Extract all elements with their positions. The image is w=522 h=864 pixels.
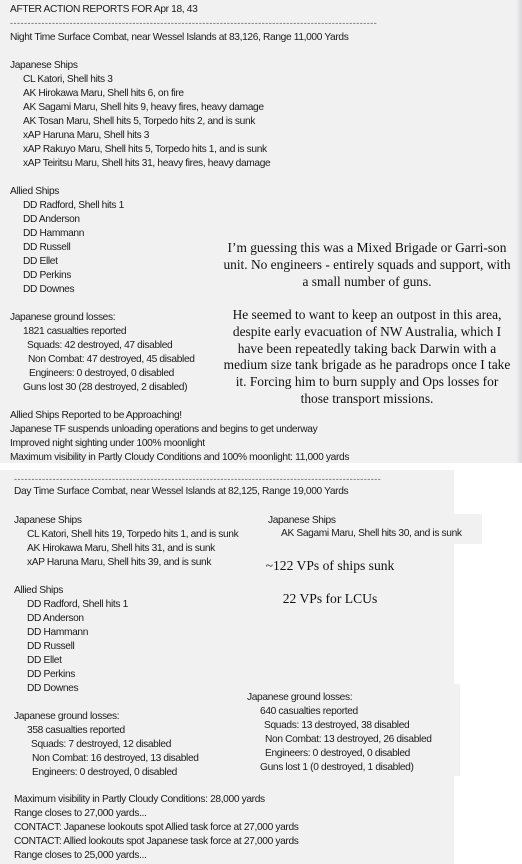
japanese-ship-line: xAP Haruna Maru, Shell hits 3 (23, 130, 150, 141)
combat-title: Day Time Surface Combat, near Wessel Islands at 82,125, Range 19,000 Yards (14, 486, 349, 497)
ground-loss-line-extra: Engineers: 0 destroyed, 0 disabled (265, 748, 410, 759)
japanese-ship-line: CL Katori, Shell hits 19, Torpedo hits 1, and is sunk (27, 529, 239, 540)
ground-loss-line: Non Combat: 47 destroyed, 45 disabled (28, 354, 195, 365)
allied-ship-line: DD Russell (23, 242, 71, 253)
separator-line: --------------------------------------------------------------------------------------------------------- (14, 474, 382, 484)
footer-line: Japanese TF suspends unloading operations and begins to get underway (10, 424, 318, 435)
footer-line: Maximum visibility in Partly Cloudy Conditions and 100% moonlight: 11,000 yards (10, 452, 350, 463)
allied-ship-line: DD Ellet (23, 256, 58, 267)
ground-loss-line: Squads: 7 destroyed, 12 disabled (31, 739, 172, 750)
ground-loss-line-extra: Non Combat: 13 destroyed, 26 disabled (265, 734, 432, 745)
ground-loss-line: 358 casualties reported (27, 725, 125, 736)
cropped-patch (454, 684, 460, 776)
allied-ship-line: DD Hammann (23, 228, 85, 239)
allied-ship-line: DD Radford, Shell hits 1 (23, 200, 124, 211)
japanese-ship-line: AK Hirokawa Maru, Shell hits 31, and is sunk (27, 543, 215, 554)
footer-line: Range closes to 27,000 yards... (14, 808, 147, 819)
ground-loss-line-extra: Guns lost 1 (0 destroyed, 1 disabled) (260, 762, 414, 773)
allied-ship-line: DD Radford, Shell hits 1 (27, 599, 128, 610)
page-edge-shadow (516, 0, 522, 463)
japanese-ship-line: AK Sagami Maru, Shell hits 9, heavy fires, heavy damage (23, 102, 264, 113)
japanese-ship-line: CL Katori, Shell hits 3 (23, 74, 113, 85)
combat-title: Night Time Surface Combat, near Wessel Islands at 83,126, Range 11,000 Yards (10, 32, 349, 43)
ground-loss-line: Squads: 42 destroyed, 47 disabled (27, 340, 173, 351)
footer-line: Allied Ships Reported to be Approaching! (10, 410, 182, 421)
allied-ship-line: DD Perkins (27, 669, 76, 680)
japanese-ships-heading-extra: Japanese Ships (268, 515, 336, 526)
ground-losses-heading-extra: Japanese ground losses: (247, 692, 353, 703)
japanese-ship-line: xAP Rakuyo Maru, Shell hits 5, Torpedo hits 1, and is sunk (23, 144, 267, 155)
allied-ship-line: DD Downes (23, 284, 75, 295)
footer-line: CONTACT: Japanese lookouts spot Allied task force at 27,000 yards (14, 822, 299, 833)
allied-ship-line: DD Anderson (27, 613, 84, 624)
ground-losses-heading: Japanese ground losses: (10, 312, 116, 323)
japanese-ships-heading: Japanese Ships (10, 60, 78, 71)
allied-ship-line: DD Russell (27, 641, 75, 652)
japanese-ships-heading: Japanese Ships (14, 515, 82, 526)
vp-lcus: 22 VPs for LCUs (282, 591, 378, 606)
japanese-ship-line: AK Hirokawa Maru, Shell hits 6, on fire (23, 88, 184, 99)
footer-line: Maximum visibility in Partly Cloudy Conditions: 28,000 yards (14, 794, 265, 805)
ground-loss-line: Guns lost 30 (28 destroyed, 2 disabled) (23, 382, 188, 393)
report-header: AFTER ACTION REPORTS FOR Apr 18, 43 (10, 4, 198, 15)
japanese-ship-line: xAP Teiritsu Maru, Shell hits 31, heavy fires, heavy damage (23, 158, 271, 169)
ground-loss-line: Engineers: 0 destroyed, 0 disabled (29, 368, 174, 379)
allied-ship-line: DD Anderson (23, 214, 80, 225)
allied-ships-heading: Allied Ships (10, 186, 60, 197)
ground-loss-line-extra: 640 casualties reported (260, 706, 358, 717)
ground-loss-line: 1821 casualties reported (23, 326, 127, 337)
commentary-outpost: He seemed to want to keep an outpost in this area, despite early evacuation of NW Australia, which I have been repeatedly taking back Darwin with a medium size tank brigade as he paradrops once I take it. Forcing him to burn supply and Ops losses for those transport missions. (223, 307, 511, 406)
commentary-unit-guess: I’m guessing this was a Mixed Brigade or Garri-son unit. No engineers - entirely squads and support, with a small number of guns. (223, 240, 511, 289)
allied-ship-line: DD Hammann (27, 627, 89, 638)
vp-ships-sunk: ~122 VPs of ships sunk (265, 558, 395, 573)
footer-line: Improved night sighting under 100% moonlight (10, 438, 205, 449)
japanese-ship-line-extra: AK Sagami Maru, Shell hits 30, and is sunk (281, 528, 462, 539)
ground-loss-line-extra: Squads: 13 destroyed, 38 disabled (264, 720, 410, 731)
allied-ship-line: DD Downes (27, 683, 79, 694)
ground-losses-heading: Japanese ground losses: (14, 711, 120, 722)
japanese-ship-line: xAP Haruna Maru, Shell hits 39, and is sunk (27, 557, 212, 568)
allied-ship-line: DD Ellet (27, 655, 62, 666)
allied-ships-heading: Allied Ships (14, 585, 64, 596)
ground-loss-line: Engineers: 0 destroyed, 0 disabled (32, 767, 177, 778)
japanese-ship-line: AK Tosan Maru, Shell hits 5, Torpedo hits 2, and is sunk (23, 116, 256, 127)
ground-loss-line: Non Combat: 16 destroyed, 13 disabled (32, 753, 199, 764)
allied-ship-line: DD Perkins (23, 270, 72, 281)
footer-line: CONTACT: Allied lookouts spot Japanese task force at 27,000 yards (14, 836, 299, 847)
footer-line: Range closes to 25,000 yards... (14, 850, 147, 861)
separator-line: --------------------------------------------------------------------------------------------------------- (10, 18, 378, 28)
